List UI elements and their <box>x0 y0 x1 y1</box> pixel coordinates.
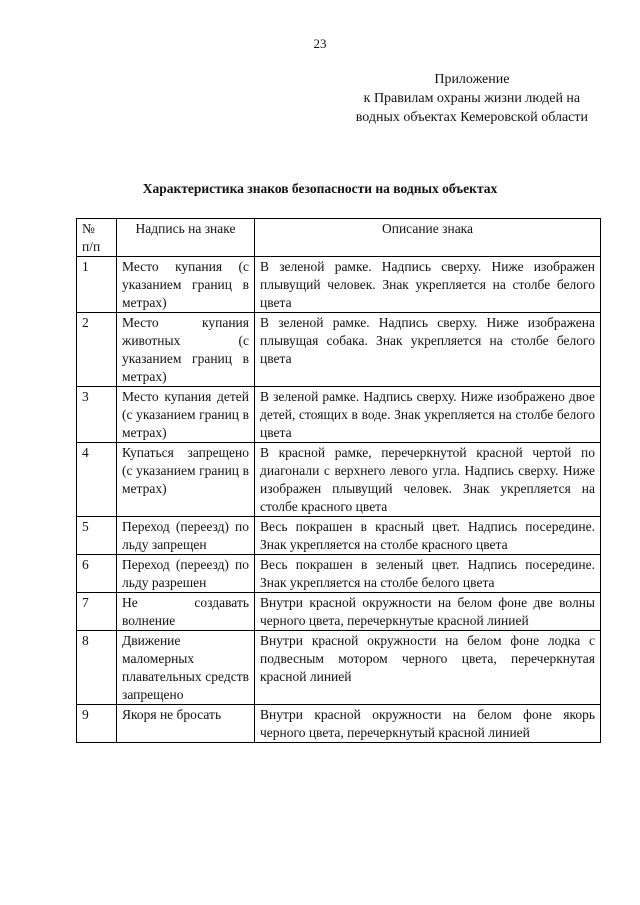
sign-inscription: Движение маломерных плавательных средств запрещено <box>117 631 255 705</box>
table-row <box>77 257 601 313</box>
sign-description: В красной рамке, перечеркнутой красной чертой по диагонали с верхнего левого угла. Надпись сверху. Ниже изображен плывущий человек. Знак укрепляется на столбе красного цвета <box>255 443 601 517</box>
table-row <box>77 387 601 443</box>
sign-inscription: Переход (переезд) по льду разрешен <box>117 555 255 593</box>
sign-inscription: Место купания (с указанием границ в метрах) <box>117 257 255 313</box>
table-row <box>77 555 601 593</box>
table-row <box>77 631 601 705</box>
sign-description: Весь покрашен в красный цвет. Надпись посередине. Знак укрепляется на столбе красного цвета <box>255 517 601 555</box>
sign-description: В зеленой рамке. Надпись сверху. Ниже изображен плывущий человек. Знак укрепляется на столбе белого цвета <box>255 257 601 313</box>
sign-description: В зеленой рамке. Надпись сверху. Ниже изображена плывущая собака. Знак укрепляется на столбе белого цвета <box>255 313 601 387</box>
row-number: 7 <box>77 593 117 631</box>
row-number: 6 <box>77 555 117 593</box>
appendix-header <box>356 70 588 127</box>
row-number: 3 <box>77 387 117 443</box>
sign-inscription: Место купания животных (с указанием границ в метрах) <box>117 313 255 387</box>
header-number-line-1: № <box>82 221 95 236</box>
table-row <box>77 705 601 743</box>
row-number: 5 <box>77 517 117 555</box>
header-number-line-2: п/п <box>82 239 101 254</box>
document-title: Характеристика знаков безопасности на водных объектах <box>142 181 498 196</box>
row-number: 8 <box>77 631 117 705</box>
sign-description: Внутри красной окружности на белом фоне якорь черного цвета, перечеркнутый красной линией <box>255 705 601 743</box>
row-number: 2 <box>77 313 117 387</box>
appendix-line-2: к Правилам охраны жизни людей на <box>363 91 581 106</box>
page-number: 23 <box>313 36 327 51</box>
sign-inscription: Якоря не бросать <box>117 705 255 743</box>
appendix-line-1: Приложение <box>434 72 510 87</box>
sign-inscription: Не создавать волнение <box>117 593 255 631</box>
sign-inscription: Место купания детей (с указанием границ в метрах) <box>117 387 255 443</box>
row-number: 1 <box>77 257 117 313</box>
table-header-row <box>77 219 601 257</box>
header-number <box>77 219 117 257</box>
row-number: 9 <box>77 705 117 743</box>
table-row <box>77 313 601 387</box>
sign-description: Весь покрашен в зеленый цвет. Надпись посередине. Знак укрепляется на столбе белого цвета <box>255 555 601 593</box>
sign-description: В зеленой рамке. Надпись сверху. Ниже изображено двое детей, стоящих в воде. Знак укрепляется на столбе белого цвета <box>255 387 601 443</box>
sign-inscription: Переход (переезд) по льду запрещен <box>117 517 255 555</box>
sign-description: Внутри красной окружности на белом фоне лодка с подвесным мотором черного цвета, перечеркнутая красной линией <box>255 631 601 705</box>
row-number: 4 <box>77 443 117 517</box>
table-row <box>77 517 601 555</box>
sign-inscription: Купаться запрещено (с указанием границ в метрах) <box>117 443 255 517</box>
sign-description: Внутри красной окружности на белом фоне две волны черного цвета, перечеркнутые красной линией <box>255 593 601 631</box>
signs-table <box>76 218 601 743</box>
header-inscription: Надпись на знаке <box>117 219 255 257</box>
table-row <box>77 443 601 517</box>
header-description: Описание знака <box>255 219 601 257</box>
table-row <box>77 593 601 631</box>
appendix-line-3: водных объектах Кемеровской области <box>355 110 588 125</box>
